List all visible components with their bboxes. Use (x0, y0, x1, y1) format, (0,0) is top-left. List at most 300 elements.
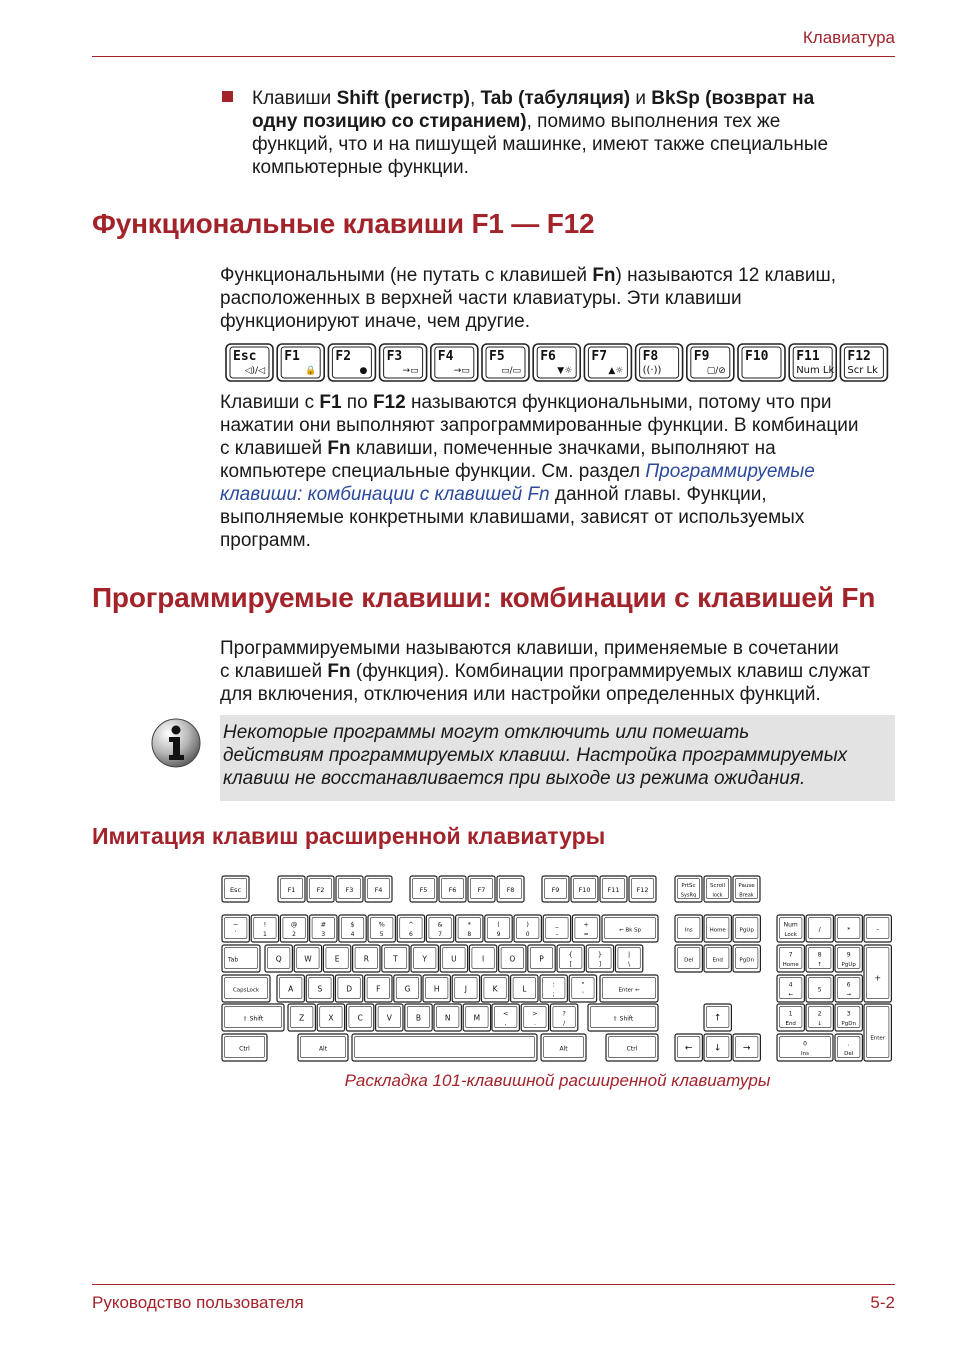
key-punct (540, 975, 567, 1002)
key-sublabel: 9 (496, 931, 501, 939)
key-bksp-term-cont: одну позицию со стиранием) (252, 111, 527, 132)
key-label: W (304, 954, 312, 964)
key-label: / (818, 926, 821, 934)
section-heading-hotkeys: Программируемые клавиши: комбинации с клавишей Fn (92, 582, 876, 613)
key-f11 (600, 876, 627, 902)
key-label: 9 (846, 951, 851, 959)
key-sublabel: PgUp (841, 962, 856, 969)
text-run: (функция). Комбинации программируемых клавиш служат (350, 661, 871, 682)
key-num-row (368, 915, 395, 942)
key-label: R (363, 954, 369, 964)
key-sublabel: SysRq (680, 892, 697, 899)
fkey-sublabel: ▭/▭ (500, 366, 521, 376)
key-label: F4 (374, 886, 383, 895)
text-run: нажатии они выполняют запрограммированные функции. В комбинации (220, 415, 859, 436)
key-arrow-right (733, 1034, 760, 1061)
key-sublabel: Home (782, 962, 799, 969)
key-label: B (415, 1013, 422, 1023)
key-label: D (346, 984, 352, 994)
key-sys-0 (675, 876, 702, 902)
key-label: F10 (578, 886, 591, 895)
key-sublabel: , (504, 1020, 507, 1028)
key-label: ⇧ Shift (242, 1015, 264, 1023)
key-numpad-top (777, 915, 804, 942)
function-keys-description (220, 391, 895, 552)
key-label: Enter (870, 1035, 886, 1042)
fn-term: Fn (327, 661, 351, 682)
key-letter (499, 945, 526, 972)
text-run: Некоторые программы могут отключить или помешать (223, 722, 750, 743)
key-num-row (456, 915, 483, 942)
key-capslock (222, 975, 270, 1002)
fkey-sublabel: Scr Lk (847, 365, 878, 376)
key-label: ^ (408, 920, 414, 929)
fkey-sublabel: ((·)) (642, 365, 662, 376)
key-sublabel: Break (739, 892, 754, 899)
key-label: O (509, 954, 516, 964)
key-numpad (777, 945, 804, 972)
key-punct (569, 975, 596, 1002)
fkey-label: F8 (642, 349, 659, 364)
key-sublabel: [ (569, 961, 572, 969)
key-label: – (876, 926, 880, 934)
fkey-label: F7 (591, 349, 608, 364)
key-label: F7 (477, 886, 486, 895)
key-label: T (393, 954, 398, 964)
fkey-f2 (328, 344, 375, 381)
key-label: F1 (287, 886, 296, 895)
fkey-label: F6 (540, 349, 556, 364)
key-label: Esc (229, 886, 242, 895)
key-sublabel: = (583, 931, 589, 939)
key-sublabel: Ins (801, 1051, 809, 1058)
key-label: I (481, 954, 485, 964)
key-label: F6 (448, 886, 457, 895)
fkey-f8 (636, 344, 683, 381)
key-label: K (492, 984, 498, 994)
key-shift-left (222, 1004, 284, 1031)
fkey-f1 (277, 344, 324, 381)
key-label: 1 (788, 1010, 793, 1018)
fkey-sublabel: ◁)/◁ (244, 366, 265, 376)
text-run: , помимо выполнения тех же (526, 111, 781, 132)
page-number: 5-2 (870, 1293, 895, 1312)
key-sublabel: ↑ (817, 962, 823, 969)
key-enter (600, 975, 658, 1002)
key-sublabel: lock (712, 892, 723, 899)
key-alt-left (298, 1034, 348, 1061)
key-label: F (376, 984, 381, 994)
key-letter (265, 945, 292, 972)
key-f4 (365, 876, 392, 902)
key-letter (481, 975, 508, 1002)
key-numpad-ins (777, 1034, 833, 1061)
key-f1 (278, 876, 305, 902)
f12-term: F12 (372, 392, 406, 413)
key-label: PgUp (739, 927, 754, 934)
key-label: ← (684, 1043, 693, 1054)
key-punct (492, 1004, 519, 1031)
fkey-f11 (789, 344, 836, 381)
key-label: V (386, 1013, 392, 1023)
key-label: Num (783, 921, 798, 929)
fkey-sublabel: ▢/⊘ (706, 366, 726, 376)
key-label: 3 (846, 1010, 851, 1018)
key-letter (440, 945, 467, 972)
footer-title: Руководство пользователя (92, 1293, 304, 1312)
key-label: Ctrl (239, 1045, 250, 1053)
key-num-row (251, 915, 278, 942)
key-arrow-left (675, 1034, 702, 1061)
key-label: _ (555, 920, 559, 929)
fkey-f9 (687, 344, 734, 381)
key-label: P (539, 954, 544, 964)
key-f12 (629, 876, 656, 902)
key-sublabel: – (555, 931, 559, 939)
text-run: с клавишей (220, 438, 328, 459)
key-letter (277, 975, 304, 1002)
key-label: F11 (607, 886, 620, 895)
key-sublabel: ← (788, 992, 794, 999)
key-label: > (532, 1009, 538, 1018)
key-letter (405, 1004, 432, 1031)
text-run: действиям программируемых клавиш. Настройка программируемых (223, 745, 848, 766)
key-letter (423, 975, 450, 1002)
key-bracket (557, 945, 584, 972)
info-icon (150, 717, 202, 769)
key-sublabel: ; (552, 991, 555, 999)
key-label: Ins (684, 927, 693, 934)
key-f5 (410, 876, 437, 902)
key-punct (550, 1004, 577, 1031)
key-label: * (847, 926, 851, 934)
function-keys-illustration (225, 343, 890, 383)
key-label: ↓ (713, 1043, 722, 1054)
key-letter (288, 1004, 315, 1031)
key-f6 (439, 876, 466, 902)
key-label: S (317, 984, 323, 994)
text-run: с клавишей (220, 661, 328, 682)
key-label: ↑ (713, 1013, 722, 1024)
key-numpad (777, 975, 804, 1002)
key-ctrl-left (222, 1034, 267, 1061)
key-f10 (571, 876, 598, 902)
key-label: < (502, 1009, 509, 1018)
key-label: ! (263, 920, 267, 929)
fkey-label: F1 (284, 349, 300, 364)
key-sublabel: 7 (438, 931, 443, 939)
key-label: Home (709, 927, 726, 934)
key-label: ⇧ Shift (612, 1015, 634, 1023)
key-label: F8 (506, 886, 515, 895)
fkey-sublabel: →▭ (453, 366, 470, 376)
key-label: Z (299, 1013, 305, 1023)
key-letter (528, 945, 555, 972)
key-label: $ (350, 920, 355, 929)
key-label: 7 (788, 951, 793, 959)
fkey-sublabel: →▭ (402, 366, 419, 376)
key-num-row (485, 915, 512, 942)
key-bracket (586, 945, 613, 972)
key-sublabel: 4 (350, 931, 355, 939)
key-letter (346, 1004, 373, 1031)
key-label: PrtSc (681, 882, 696, 889)
text-run: данной главы. Функции, (549, 484, 767, 505)
cross-reference-link[interactable]: Программируемые (645, 461, 815, 482)
text-run: и (630, 88, 652, 109)
key-letter (294, 945, 321, 972)
key-numpad (835, 945, 862, 972)
key-letter (317, 1004, 344, 1031)
key-sys-1 (704, 876, 731, 902)
text-run: программ. (220, 530, 311, 551)
key-label: Scroll (709, 882, 726, 889)
fkey-sublabel: ● (359, 366, 368, 376)
key-label: PgDn (739, 957, 754, 964)
fkey-label: F10 (745, 349, 769, 364)
key-label: 0 (803, 1040, 807, 1048)
key-label: G (404, 984, 411, 994)
fkey-label: F5 (489, 349, 505, 364)
key-label: N (444, 1013, 451, 1023)
key-ctrl-right (606, 1034, 658, 1061)
fkey-label: F11 (796, 349, 820, 364)
key-f7 (468, 876, 495, 902)
fkey-f6 (533, 344, 580, 381)
key-label: Pause (738, 882, 755, 889)
fkey-sublabel: 🔒 (304, 366, 317, 376)
key-num-row (310, 915, 337, 942)
fn-term: Fn (327, 438, 351, 459)
key-nav (675, 915, 702, 942)
key-numpad (835, 975, 862, 1002)
fkey-f10 (738, 344, 785, 381)
key-label: M (473, 1013, 481, 1023)
key-f3 (336, 876, 363, 902)
key-shift-right (588, 1004, 658, 1031)
text-run: Программируемыми называются клавиши, применяемые в сочетании (220, 638, 839, 659)
key-letter (434, 1004, 461, 1031)
key-num-row (543, 915, 570, 942)
fkey-esc (226, 344, 273, 381)
key-label: ~ (232, 920, 239, 929)
key-label: . (847, 1040, 850, 1048)
key-label: ( (497, 920, 500, 929)
key-label: F12 (636, 886, 649, 895)
key-punct (521, 1004, 548, 1031)
text-run: клавиш не восстанавливается при выходе из режима ожидания. (223, 768, 806, 789)
key-label: 2 (817, 1010, 822, 1018)
fkey-label: F9 (693, 349, 710, 364)
key-label: A (288, 984, 294, 994)
key-letter (353, 945, 380, 972)
fkey-f12 (840, 344, 887, 381)
key-num-row (397, 915, 424, 942)
key-sublabel: 0 (525, 931, 530, 939)
key-arrow-down (704, 1034, 731, 1061)
text-run: расположенных в верхней части клавиатуры. Эти клавиши (220, 288, 742, 309)
key-letter (511, 975, 538, 1002)
key-label: Del (684, 957, 694, 964)
key-label: " (581, 980, 585, 989)
key-label: + (874, 973, 882, 983)
key-tab (222, 945, 260, 972)
key-label: 4 (788, 981, 793, 989)
key-label: 6 (846, 981, 851, 989)
note-text (223, 721, 893, 790)
fkey-label: Esc (233, 349, 257, 364)
key-label: ) (526, 920, 529, 929)
key-sublabel: Lock (784, 932, 797, 939)
key-label: F2 (316, 886, 325, 895)
key-num-row (222, 915, 249, 942)
key-nav (675, 945, 702, 972)
key-label: Tab (228, 956, 239, 964)
key-label: Alt (318, 1045, 328, 1053)
key-num-row (339, 915, 366, 942)
key-tab-term: Tab (табуляция) (480, 88, 631, 109)
key-letter (463, 1004, 490, 1031)
key-label: 5 (817, 986, 822, 994)
key-sublabel: End (785, 1021, 796, 1028)
key-numpad-top (835, 915, 862, 942)
running-header: Клавиатура (802, 28, 895, 47)
key-sublabel: ` (234, 931, 238, 939)
fkey-label: F4 (437, 349, 454, 364)
key-num-row (426, 915, 453, 942)
key-letter (376, 1004, 403, 1031)
text-run: для включения, отключения или настройки определенных функций. (220, 684, 821, 705)
key-label: @ (290, 920, 298, 929)
key-sublabel: 3 (321, 931, 326, 939)
key-nav (733, 915, 760, 942)
key-backspace (602, 915, 658, 942)
key-sublabel: \ (628, 961, 631, 969)
key-label: Y (422, 954, 427, 964)
key-alt-right (541, 1034, 586, 1061)
key-sublabel: 1 (262, 931, 267, 939)
key-nav (733, 945, 760, 972)
key-label: J (464, 984, 468, 994)
key-label: : (552, 980, 555, 989)
key-label: & (437, 920, 443, 929)
key-letter (452, 975, 479, 1002)
key-label: End (712, 957, 723, 964)
key-letter (335, 975, 362, 1002)
footer-rule (92, 1284, 895, 1285)
key-sublabel: PgDn (841, 1021, 856, 1028)
section-heading-function-keys: Функциональные клавиши F1 — F12 (92, 208, 595, 239)
key-label: CapsLock (232, 987, 260, 994)
text-run: Функциональными (не путать с клавишей (220, 265, 593, 286)
key-label: Q (275, 954, 282, 964)
key-label: X (328, 1013, 334, 1023)
key-letter (469, 945, 496, 972)
key-sublabel: → (846, 992, 852, 999)
key-sublabel: 8 (467, 931, 472, 939)
key-label: Alt (559, 1045, 568, 1053)
key-letter (382, 945, 409, 972)
fkey-f7 (584, 344, 631, 381)
key-letter (306, 975, 333, 1002)
key-numpad (806, 975, 833, 1002)
text-run: называются функциональными, потому что при (405, 392, 832, 413)
key-sublabel: / (563, 1020, 566, 1028)
key-label: | (627, 950, 631, 959)
key-numpad (806, 1004, 833, 1031)
text-run: компьютере специальные функции. См. раздел (220, 461, 646, 482)
key-sublabel: ↓ (817, 1021, 823, 1028)
text-run: , (469, 88, 481, 109)
text-run: клавиши, помеченные значками, выполняют на (350, 438, 776, 459)
text-run: функций, что и на пишущей машинке, имеют также специальные (252, 134, 829, 155)
key-numpad-plus (864, 945, 891, 1002)
cross-reference-link-cont[interactable]: клавиши: комбинации с клавишей Fn (220, 484, 550, 505)
key-numpad-del (835, 1034, 862, 1061)
function-keys-intro (220, 264, 895, 333)
bullet-square-icon (222, 91, 233, 102)
key-label: L (522, 984, 527, 994)
key-numpad-enter (864, 1004, 891, 1061)
fn-term: Fn (592, 265, 616, 286)
fkey-sublabel: ▲☼ (608, 366, 624, 376)
key-letter (394, 975, 421, 1002)
key-label: ? (562, 1009, 566, 1018)
key-label: { (568, 950, 573, 959)
text-run: Клавиши с (220, 392, 320, 413)
text-run: выполняемые конкретными клавишами, зависят от используемых (220, 507, 805, 528)
key-letter (411, 945, 438, 972)
key-sublabel: ] (598, 961, 602, 969)
key-f8 (497, 876, 524, 902)
key-label: F5 (419, 886, 428, 895)
key-label: } (597, 950, 602, 959)
key-label: Ctrl (626, 1045, 638, 1053)
fkey-label: F12 (847, 349, 871, 364)
key-label: H (433, 984, 440, 994)
key-label: F3 (345, 886, 354, 895)
key-num-row (514, 915, 541, 942)
key-letter (323, 945, 350, 972)
key-numpad-top (864, 915, 891, 942)
key-f9 (542, 876, 569, 902)
key-label: * (467, 920, 471, 929)
text-run: по (341, 392, 373, 413)
figure-caption: Раскладка 101-клавишной расширенной клавиатуры (344, 1071, 771, 1090)
fkey-label: F3 (386, 349, 403, 364)
text-run: функционируют иначе, чем другие. (220, 311, 530, 332)
key-sublabel: Del (844, 1051, 854, 1058)
key-label: F9 (551, 886, 560, 895)
key-numpad (806, 945, 833, 972)
fkey-f5 (482, 344, 529, 381)
bullet-paragraph (252, 87, 892, 179)
key-sublabel: 6 (408, 931, 413, 939)
key-label: + (583, 920, 589, 929)
key-esc (222, 876, 249, 902)
key-f2 (307, 876, 334, 902)
section-heading-keyboard-emulation: Имитация клавиш расширенной клавиатуры (92, 823, 606, 849)
f1-term: F1 (319, 392, 342, 413)
key-sys-2 (733, 876, 760, 902)
text-run: Клавиши (252, 88, 337, 109)
key-bracket (615, 945, 642, 972)
key-sublabel: 5 (379, 931, 384, 939)
key-numpad (777, 1004, 804, 1031)
header-rule (92, 56, 895, 57)
key-nav (704, 915, 731, 942)
key-shift-term: Shift (регистр) (336, 88, 470, 109)
